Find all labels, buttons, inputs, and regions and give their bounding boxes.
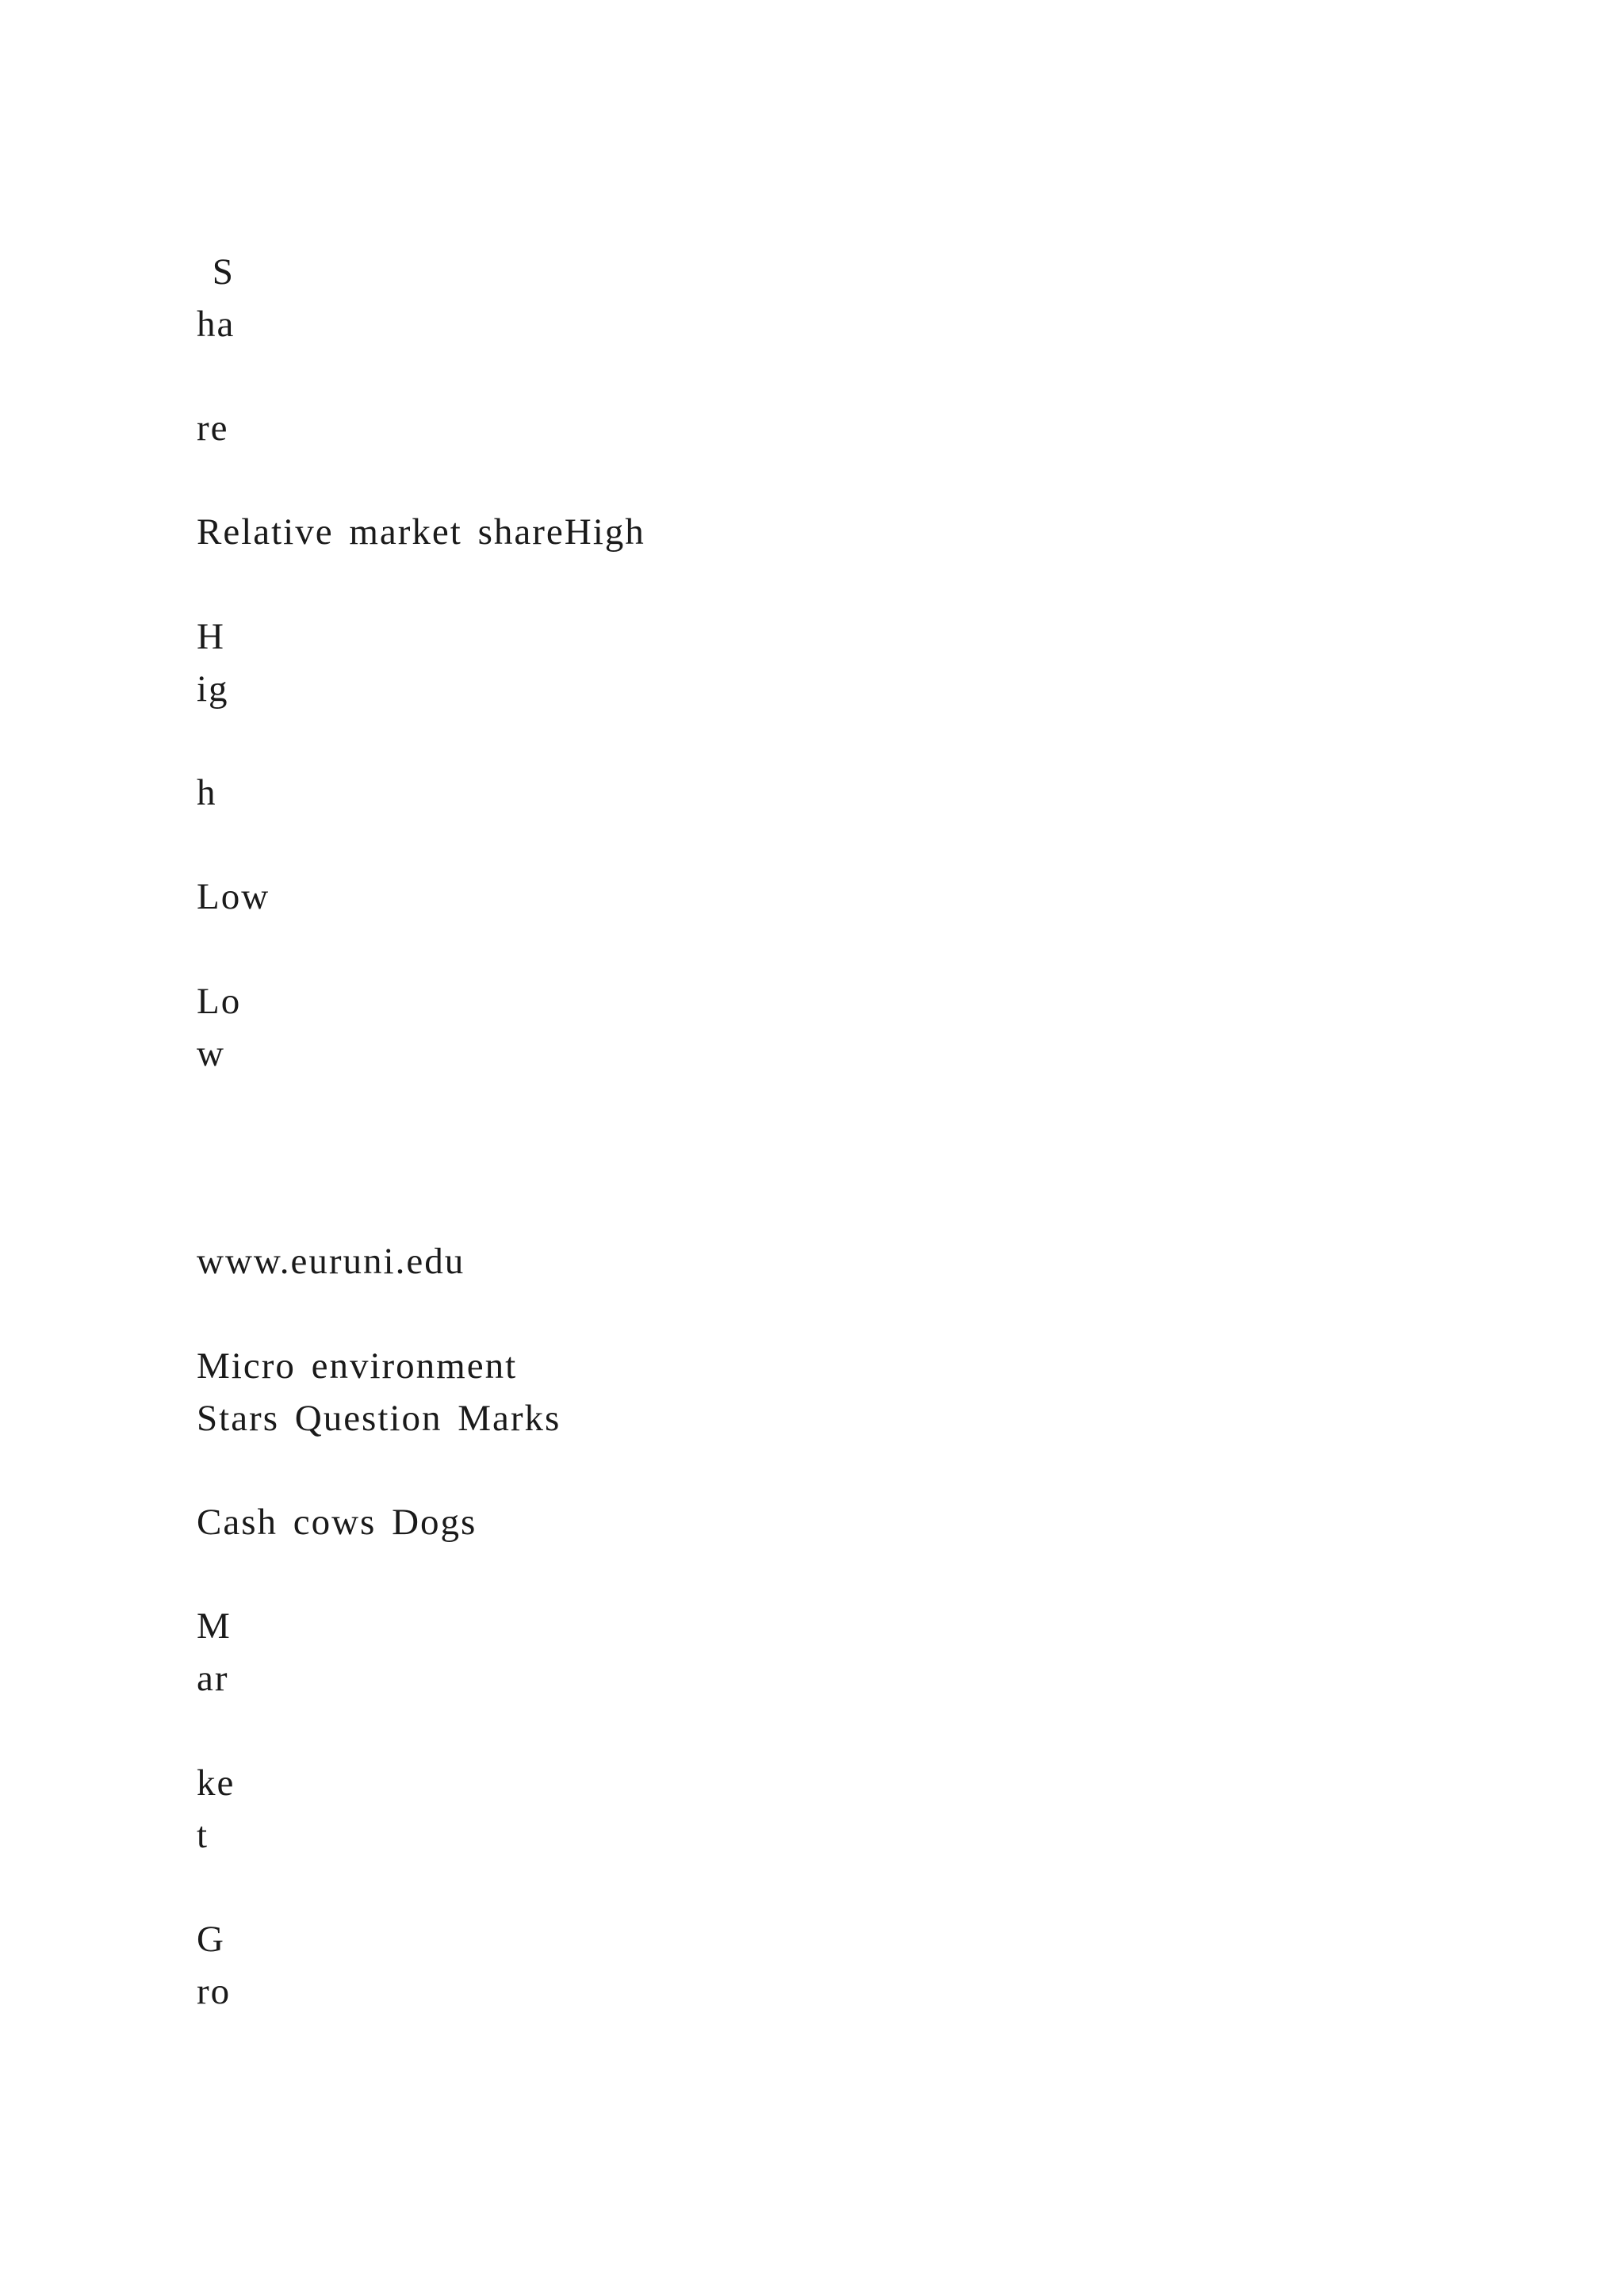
text-line: Stars Question Marks (197, 1398, 561, 1439)
text-line: w (197, 1033, 225, 1074)
text-line: ig (197, 668, 229, 710)
text-line: ro (197, 1971, 232, 2012)
text-line: Low (197, 876, 270, 917)
text-line: ar (197, 1658, 229, 1699)
text-line: t (197, 1815, 209, 1856)
text-line: S (197, 251, 235, 293)
text-line: Cash cows Dogs (197, 1502, 477, 1543)
text-line: Micro environment (197, 1345, 518, 1387)
text-line: h (197, 772, 217, 813)
text-line: ha (197, 304, 236, 345)
text-line: Relative market shareHigh (197, 511, 645, 553)
text-line: G (197, 1919, 225, 1960)
website-url: www.euruni.edu (197, 1241, 465, 1282)
text-line: re (197, 408, 229, 449)
text-line: H (197, 616, 225, 657)
text-line: M (197, 1605, 232, 1647)
text-line: ke (197, 1762, 236, 1804)
text-line: Lo (197, 981, 242, 1022)
